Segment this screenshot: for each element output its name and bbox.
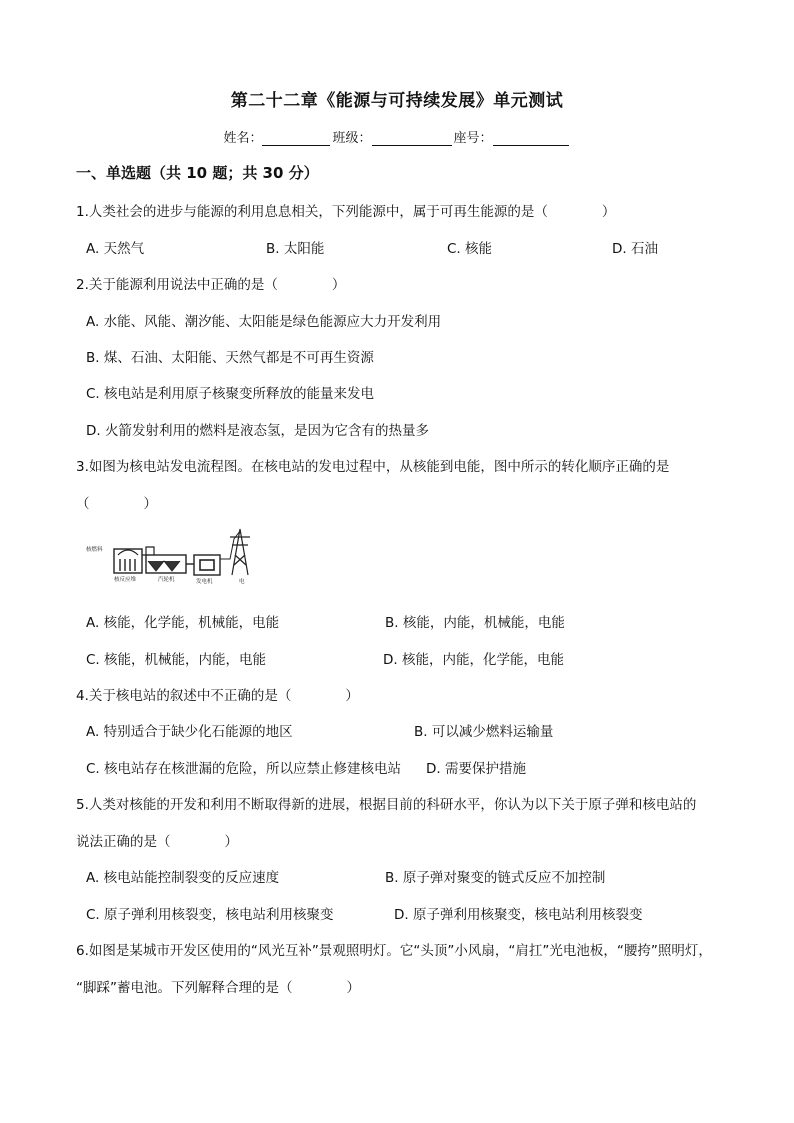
label-reactor: 核反应堆	[114, 577, 137, 583]
generator-box	[194, 555, 220, 575]
question-3-option-b: B. 核能，内能，机械能，电能	[385, 615, 565, 631]
nuclear-plant-diagram	[84, 525, 264, 587]
label-turbine: 汽轮机	[158, 577, 175, 583]
question-5-stem-line2: 说法正确的是（ ）	[76, 834, 238, 850]
question-2-option-d: D. 火箭发射利用的燃料是液态氢，是因为它含有的热量多	[86, 423, 429, 439]
question-1-option-d: D. 石油	[612, 241, 658, 257]
question-5-option-b: B. 原子弹对聚变的链式反应不加控制	[385, 870, 606, 886]
question-1-option-b: B. 太阳能	[266, 241, 325, 257]
question-6-stem-line2: “脚踩”蓄电池。下列解释合理的是（ ）	[76, 980, 360, 996]
question-5-stem-line1: 5.人类对核能的开发和利用不断取得新的进展，根据目前的科研水平，你认为以下关于原子弹和核电站的	[76, 797, 697, 813]
seat-label: 座号：	[453, 131, 493, 146]
reactor-box	[114, 549, 142, 573]
question-1-option-a: A. 天然气	[86, 241, 145, 257]
question-4-option-c: C. 核电站存在核泄漏的危险，所以应禁止修建核电站	[86, 761, 402, 777]
label-fuel: 核燃料	[86, 547, 103, 553]
question-3-option-c: C. 核能，机械能，内能，电能	[86, 652, 267, 668]
page-title: 第二十二章《能源与可持续发展》单元测试	[230, 91, 564, 111]
question-2-option-c: C. 核电站是利用原子核聚变所释放的能量来发电	[86, 386, 375, 402]
class-blank	[372, 131, 452, 146]
question-4-stem: 4.关于核电站的叙述中不正确的是（ ）	[76, 688, 359, 704]
steam-pipe	[142, 547, 154, 555]
label-electricity: 电	[239, 579, 245, 585]
question-3-option-d: D. 核能，内能，化学能，电能	[383, 652, 564, 668]
question-2-option-b: B. 煤、石油、太阳能、天然气都是不可再生资源	[86, 350, 374, 366]
question-1-stem: 1.人类社会的进步与能源的利用息息相关，下列能源中，属于可再生能源的是（ ）	[76, 204, 616, 220]
pylon-icon	[230, 529, 250, 575]
question-4-option-b: B. 可以减少燃料运输量	[414, 724, 554, 740]
question-2-stem: 2.关于能源利用说法中正确的是（ ）	[76, 277, 346, 293]
question-5-option-d: D. 原子弹利用核聚变，核电站利用核裂变	[394, 907, 643, 923]
name-label: 姓名：	[223, 131, 263, 146]
class-label: 班级：	[332, 131, 372, 146]
question-3-option-a: A. 核能，化学能，机械能，电能	[86, 615, 280, 631]
section-heading: 一、单选题（共 10 题；共 30 分）	[76, 164, 319, 182]
question-3-stem-line2: （ ）	[76, 496, 157, 512]
seat-blank	[493, 131, 569, 146]
question-5-option-c: C. 原子弹利用核裂变，核电站利用核聚变	[86, 907, 334, 923]
question-2-option-a: A. 水能、风能、潮汐能、太阳能是绿色能源应大力开发利用	[86, 314, 442, 330]
question-6-stem-line1: 6.如图是某城市开发区使用的“风光互补”景观照明灯。它“头顶”小风扇，“肩扛”光电池板，“腰挎”照明灯，	[76, 943, 712, 959]
label-generator: 发电机	[196, 579, 213, 585]
question-4-option-d: D. 需要保护措施	[426, 761, 526, 777]
question-3-stem-line1: 3.如图为核电站发电流程图。在核电站的发电过程中，从核能到电能，图中所示的转化顺序正确的是	[76, 459, 670, 475]
question-5-option-a: A. 核电站能控制裂变的反应速度	[86, 870, 280, 886]
name-blank	[262, 131, 330, 146]
question-4-option-a: A. 特别适合于缺少化石能源的地区	[86, 724, 293, 740]
reactor-dome	[118, 550, 138, 555]
student-info-line	[0, 127, 794, 146]
question-1-option-c: C. 核能	[447, 241, 493, 257]
fuel-rods	[120, 559, 135, 571]
